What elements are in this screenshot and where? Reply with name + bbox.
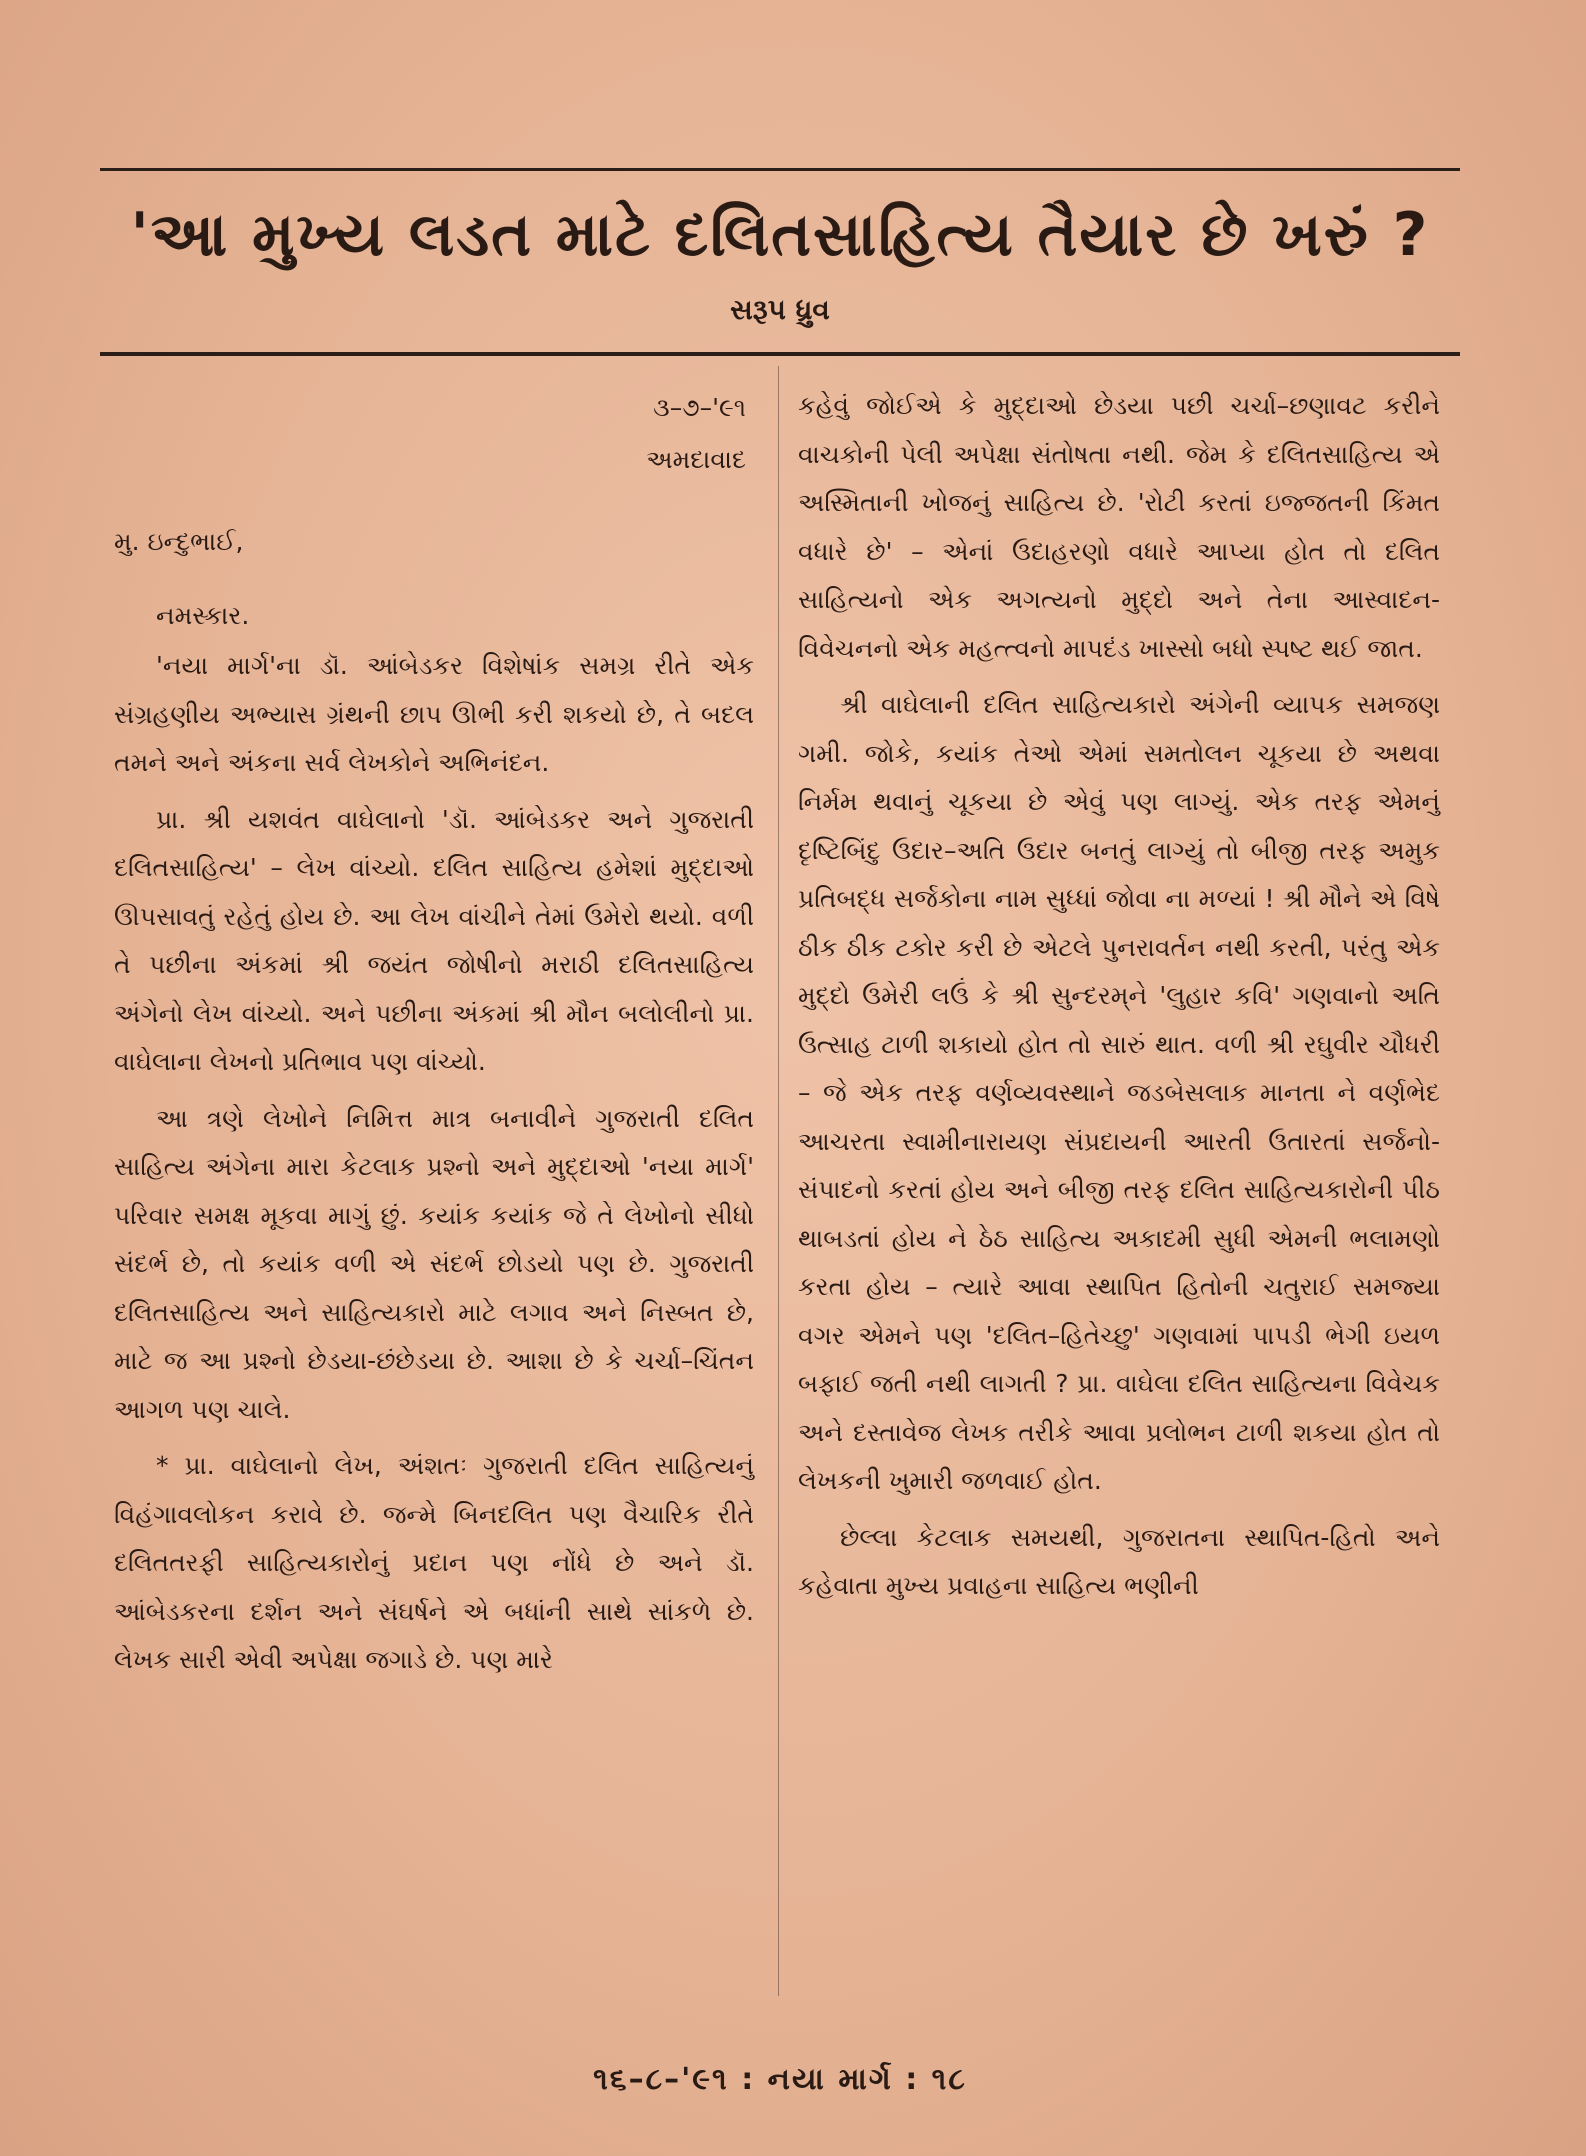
page-footer: ૧૬–૮–'૯૧ : નયા માર્ગ : ૧૮ [593, 2062, 967, 2097]
paragraph: પ્રા. શ્રી યશવંત વાઘેલાનો 'ડૉ. આંબેડકર અને ગુજરાતી દલિતસાહિત્ય' – લેખ વાંચ્યો. દલિત સાહિત્ય હમેશાં મુદ્દાઓ ઊપસાવતું રહેતું હોય છે. આ લેખ વાંચીને તેમાં ઉમેરો થયો. વળી તે પછીના અંકમાં શ્રી જયંત જોષીનો મરાઠી દલિતસાહિત્ય અંગેનો લેખ વાંચ્યો. અને પછીના અંકમાં શ્રી મૌન બલોલીનો પ્રા. વાઘેલાના લેખનો પ્રતિભાવ પણ વાંચ્યો. [114, 804, 754, 1076]
paragraph: છેલ્લા કેટલાક સમયથી, ગુજરાતના સ્થાપિત-હિતો અને કહેવાતા મુખ્ય પ્રવાહના સાહિત્ય ભણીની [798, 1522, 1440, 1600]
article-title: 'આ મુખ્ય લડત માટે દલિતસાહિત્ય તૈયાર છે ખરું ? [130, 200, 1430, 270]
article-author: સરૂપ ધ્રુવ [730, 293, 830, 326]
header-rule [100, 352, 1460, 356]
left-column [114, 382, 754, 1693]
letter-place: અમદાવાદ [646, 445, 746, 474]
letter-greeting: નમસ્કાર. [156, 601, 250, 630]
letter-salutation: મુ. ઇન્દુભાઈ, [114, 527, 244, 556]
paragraph: 'નયા માર્ગ'ના ડૉ. આંબેડકર વિશેષાંક સમગ્ર રીતે એક સંગ્રહણીય અભ્યાસ ગ્રંથની છાપ ઊભી કરી શકયો છે, તે બદલ તમને અને અંકના સર્વ લેખકોને અભિનંદન. [114, 651, 754, 777]
right-column [798, 382, 1440, 1619]
paragraph: શ્રી વાઘેલાની દલિત સાહિત્યકારો અંગેની વ્યાપક સમજણ ગમી. જોકે, કયાંક તેઓ એમાં સમતોલન ચૂકયા છે અથવા નિર્મમ થવાનું ચૂકયા છે એવું પણ લાગ્યું. એક તરફ એમનું દૃષ્ટિબિંદુ ઉદાર–અતિ ઉદાર બનતું લાગ્યું તો બીજી તરફ અમુક પ્રતિબદ્ધ સર્જકોના નામ સુધ્ધાં જોવા ના મળ્યાં ! શ્રી મૌને એ વિષે ઠીક ઠીક ટકોર કરી છે એટલે પુનરાવર્તન નથી કરતી, પરંતુ એક મુદ્દો ઉમેરી લઉં કે શ્રી સુન્દરમ્‌ને 'લુહાર કવિ' ગણવાનો અતિ ઉત્સાહ ટાળી શકાયો હોત તો સારું થાત. વળી શ્રી રઘુવીર ચૌધરી – જે એક તરફ વર્ણવ્યવસ્થાને જડબેસલાક માનતા ને વર્ણભેદ આચરતા સ્વામીનારાયણ સંપ્રદાયની આરતી ઉતારતાં સર્જનો-સંપાદનો કરતાં હોય અને બીજી તરફ દલિત સાહિત્યકારોની પીઠ થાબડતાં હોય ને ઠેઠ સાહિત્ય અકાદમી સુધી એમની ભલામણો કરતા હોય – ત્યારે આવા સ્થાપિત હિતોની ચતુરાઈ સમજ્યા વગર એમને પણ 'દલિત–હિતેચ્છુ' ગણવામાં પાપડી ભેગી ઇયળ બફાઈ જતી નથી લાગતી ? પ્રા. વાઘેલા દલિત સાહિત્યના વિવેચક અને દસ્તાવેજ લેખક તરીકે આવા પ્રલોભન ટાળી શકયા હોત તો લેખકની ખુમારી જળવાઈ હોત. [798, 690, 1440, 1495]
paragraph: કહેવું જોઈએ કે મુદ્દાઓ છેડયા પછી ચર્ચા–છણાવટ કરીને વાચકોની પેલી અપેક્ષા સંતોષતા નથી. જેમ કે દલિતસાહિત્ય એ અસ્મિતાની ખોજનું સાહિત્ય છે. 'રોટી કરતાં ઇજ્જતની કિંમત વધારે છે' – એનાં ઉદાહરણો વધારે આપ્યા હોત તો દલિત સાહિત્યનો એક અગત્યનો મુદ્દો અને તેના આસ્વાદન-વિવેચનનો એક મહત્ત્વનો માપદંડ ખાસ્સો બધો સ્પષ્ટ થઈ જાત. [798, 391, 1440, 663]
paragraph: આ ત્રણે લેખોને નિમિત્ત માત્ર બનાવીને ગુજરાતી દલિત સાહિત્ય અંગેના મારા કેટલાક પ્રશ્નો અને મુદ્દાઓ 'નયા માર્ગ' પરિવાર સમક્ષ મૂકવા માગું છું. કયાંક કયાંક જે તે લેખોનો સીધો સંદર્ભ છે, તો કયાંક વળી એ સંદર્ભ છોડયો પણ છે. ગુજરાતી દલિતસાહિત્ય અને સાહિત્યકારો માટે લગાવ અને નિસ્બત છે, માટે જ આ પ્રશ્નો છેડયા-છંછેડયા છે. આશા છે કે ચર્ચા–ચિંતન આગળ પણ ચાલે. [114, 1103, 754, 1424]
column-divider [778, 366, 779, 1996]
paragraph: * પ્રા. વાઘેલાનો લેખ, અંશતઃ ગુજરાતી દલિત સાહિત્યનું વિહંગાવલોકન કરાવે છે. જન્મે બિનદલિત પણ વૈચારિક રીતે દલિતતરફી સાહિત્યકારોનું પ્રદાન પણ નોંધે છે અને ડૉ. આંબેડકરના દર્શન અને સંઘર્ષને એ બધાંની સાથે સાંકળે છે. લેખક સારી એવી અપેક્ષા જગાડે છે. પણ મારે [114, 1451, 754, 1674]
top-rule [100, 168, 1460, 171]
letter-date: ૩–૭–'૯૧ [653, 393, 746, 422]
